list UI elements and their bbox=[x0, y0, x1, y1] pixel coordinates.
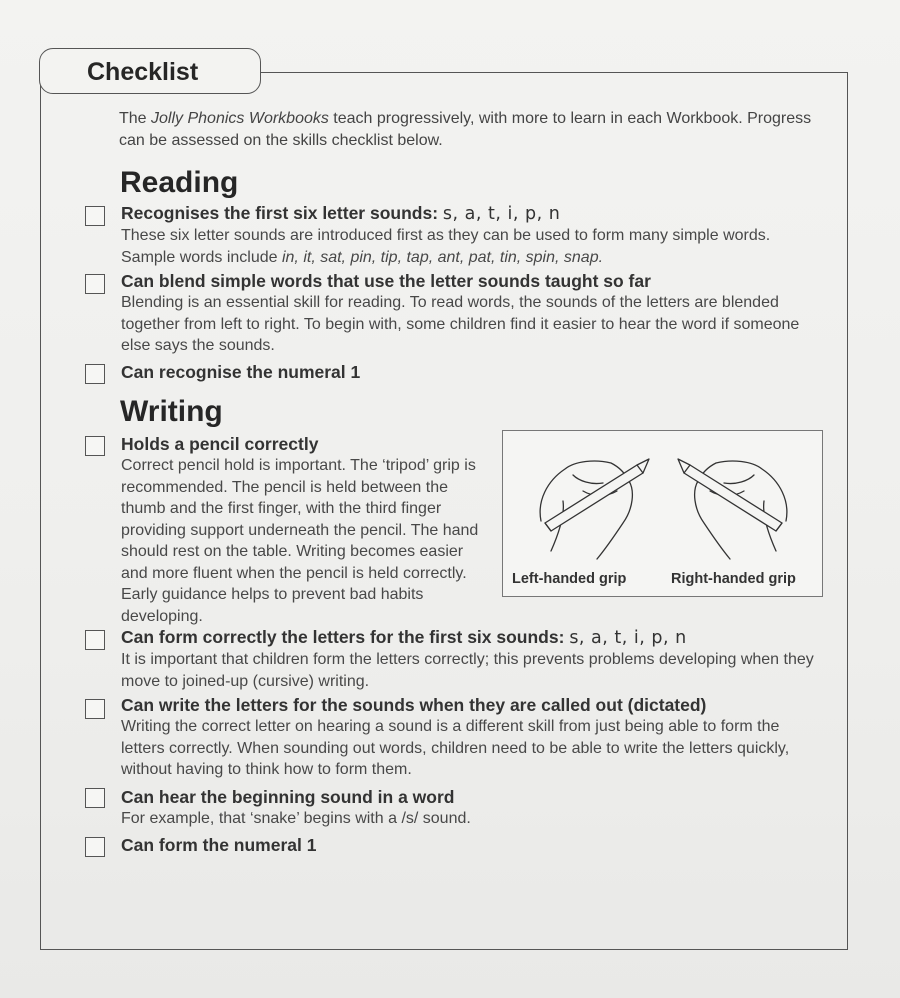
writing-item-1 bbox=[121, 433, 486, 627]
reading-item-2-title: Can blend simple words that use the letter sounds taught so far bbox=[121, 271, 651, 291]
checkbox-writing-2[interactable] bbox=[85, 630, 105, 650]
reading-item-1-samples: in, it, sat, pin, tip, tap, ant, pat, tin, spin, snap. bbox=[281, 248, 604, 266]
reading-item-1-desc-text: These six letter sounds are introduced first as they can be used to form many simple words. Sample words include bbox=[121, 227, 771, 266]
intro-paragraph bbox=[119, 108, 819, 152]
right-hand-outline bbox=[698, 461, 787, 521]
reading-item-1-title-text: Recognises the first six letter sounds: bbox=[121, 203, 439, 223]
writing-item-5 bbox=[121, 834, 821, 856]
writing-item-4 bbox=[121, 786, 821, 830]
left-grip-caption: Left-handed grip bbox=[512, 571, 627, 587]
left-pencil bbox=[545, 459, 649, 531]
checkbox-reading-1[interactable] bbox=[85, 206, 105, 226]
left-hand-outline bbox=[540, 461, 629, 521]
right-grip-caption: Right-handed grip bbox=[671, 571, 796, 587]
reading-item-1-desc bbox=[121, 225, 821, 268]
writing-heading: Writing bbox=[120, 395, 223, 428]
reading-item-2-desc: Blending is an essential skill for reading. To read words, the sounds of the letters are blended together from left to right. To begin with, some children find it easier to hear the word if someone else says the sounds. bbox=[121, 294, 800, 354]
writing-item-1-title: Holds a pencil correctly bbox=[121, 434, 319, 454]
checkbox-reading-2[interactable] bbox=[85, 274, 105, 294]
right-pencil bbox=[678, 459, 782, 531]
reading-item-1-title bbox=[121, 202, 821, 225]
checkbox-reading-3[interactable] bbox=[85, 364, 105, 384]
reading-item-1-letters: s, a, t, i, p, n bbox=[442, 204, 561, 224]
pencil-grip-illustration bbox=[503, 431, 824, 566]
intro-book-title: Jolly Phonics Workbooks bbox=[151, 110, 329, 127]
writing-item-4-title: Can hear the beginning sound in a word bbox=[121, 787, 455, 807]
checkbox-writing-1[interactable] bbox=[85, 436, 105, 456]
intro-text-2: teach progressively, with more to learn in each Workbook. Progress can be assessed on the skills checklist below. bbox=[119, 110, 812, 149]
checkbox-writing-4[interactable] bbox=[85, 788, 105, 808]
writing-item-4-desc: For example, that ‘snake’ begins with a /s/ sound. bbox=[121, 810, 471, 827]
reading-item-1 bbox=[121, 202, 821, 268]
reading-heading: Reading bbox=[120, 166, 239, 199]
checkbox-writing-3[interactable] bbox=[85, 699, 105, 719]
reading-item-3-title: Can recognise the numeral 1 bbox=[121, 362, 361, 382]
checkbox-writing-5[interactable] bbox=[85, 837, 105, 857]
intro-text-1: The bbox=[119, 110, 152, 127]
writing-item-3-desc: Writing the correct letter on hearing a sound is a different skill from just being able to form the letters correctly. When sounding out words, children need to be able to write the letters quickly, without having to think how to form them. bbox=[121, 718, 790, 778]
writing-item-1-desc: Correct pencil hold is important. The ‘tripod’ grip is recommended. The pencil is held between the thumb and the first finger, with the third finger providing support underneath the pencil. The hand should rest on the table. Writing becomes easier and more fluent when the pencil is held correctly. Early guidance helps to prevent bad habits developing. bbox=[121, 457, 479, 625]
pencil-grip-figure bbox=[502, 430, 823, 597]
writing-item-3 bbox=[121, 694, 821, 781]
page-title: Checklist bbox=[87, 58, 199, 86]
writing-item-3-title: Can write the letters for the sounds when they are called out (dictated) bbox=[121, 695, 707, 715]
reading-item-2 bbox=[121, 270, 821, 357]
writing-item-2-desc: It is important that children form the letters correctly; this prevents problems developing when they move to joined-up (cursive) writing. bbox=[121, 651, 814, 690]
writing-item-2 bbox=[121, 626, 821, 692]
reading-item-3 bbox=[121, 361, 821, 383]
writing-item-5-title: Can form the numeral 1 bbox=[121, 835, 317, 855]
writing-item-2-title-text: Can form correctly the letters for the first six sounds: bbox=[121, 627, 565, 647]
writing-item-2-title bbox=[121, 626, 821, 649]
writing-item-2-letters: s, a, t, i, p, n bbox=[569, 628, 687, 648]
